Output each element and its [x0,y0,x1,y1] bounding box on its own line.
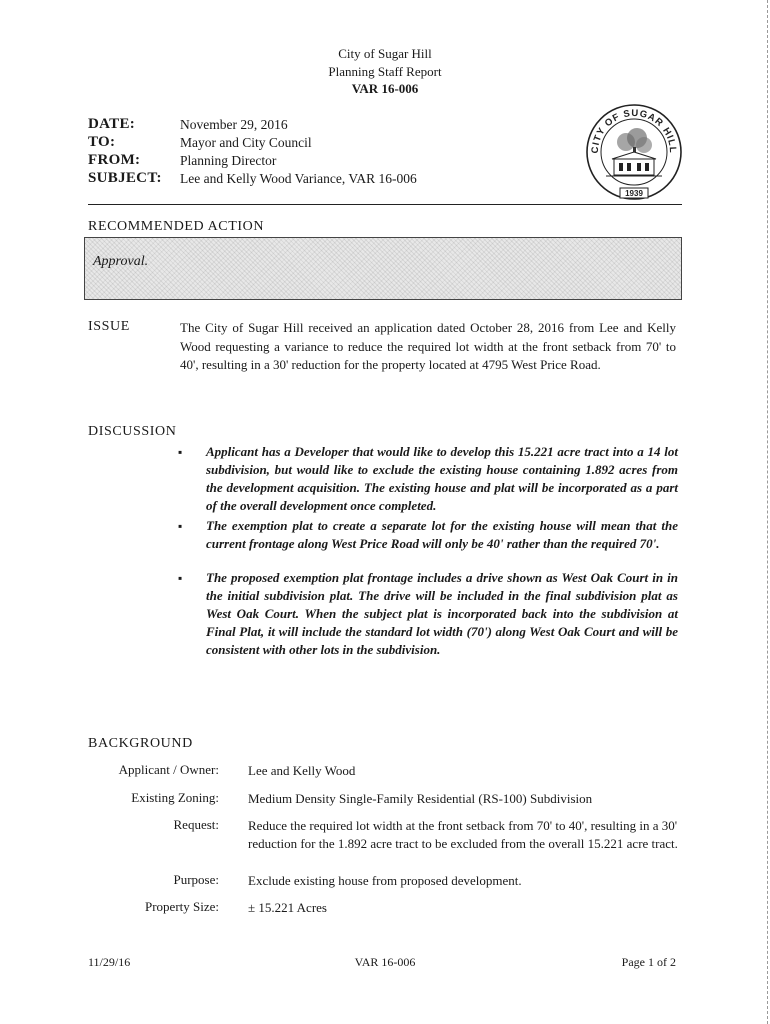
discussion-bullet: ▪ The exemption plat to create a separate lot for the existing house will mean that the current frontage along West Price Road will only be 40' rather than the required 70'. [178,517,678,553]
discussion-list [178,443,678,659]
footer-case: VAR 16-006 [354,955,416,969]
subject-label: SUBJECT: [88,170,162,186]
zoning-value: Medium Density Single-Family Residential (RS-100) Subdivision [248,791,593,806]
purpose-label: Purpose: [173,872,219,887]
recommended-action-box [84,237,682,300]
scan-edge [767,0,768,1024]
recommended-action-heading: RECOMMENDED ACTION [88,219,265,234]
case-number: VAR 16-006 [351,81,419,96]
from-label: FROM: [88,152,141,168]
to-value: Mayor and City Council [180,135,312,150]
property-size-value: ± 15.221 Acres [248,900,327,915]
to-label: TO: [88,134,116,150]
subject-value: Lee and Kelly Wood Variance, VAR 16-006 [180,171,417,186]
header-divider [88,204,682,205]
date-value: November 29, 2016 [180,117,288,132]
org-name: City of Sugar Hill [338,46,432,61]
purpose-value: Exclude existing house from proposed development. [248,873,522,888]
footer-page-number: Page 1 of 2 [621,955,676,969]
seal-text: CITY OF SUGAR HILL [589,107,679,154]
zoning-label: Existing Zoning: [131,790,219,805]
seal-year: 1939 [625,189,643,198]
applicant-value: Lee and Kelly Wood [248,763,356,778]
date-label: DATE: [88,116,136,132]
request-label: Request: [173,817,219,832]
issue-text: The City of Sugar Hill received an application dated October 28, 2016 from Lee and Kelly Wood requesting a variance to reduce the required lot width at the front setback from 70' to 40', resulting in a 30' reduction for the property located at 4795 West Price Road. [180,320,676,372]
request-value: Reduce the required lot width at the front setback from 70' to 40', resulting in a 30' reduction for the 1.892 acre tract to be excluded from the overall 15.221 acre tract. [248,818,678,851]
discussion-bullet: ▪ Applicant has a Developer that would like to develop this 15.221 acre tract into a 14 lot subdivision, but would like to exclude the existing house containing 1.892 acres from the development acquisition. The existing house and plat will be incorporated as a part of the overall development once completed. [178,443,678,515]
recommended-action-value: Approval. [93,254,149,269]
city-seal [584,102,684,202]
property-size-label: Property Size: [144,899,219,914]
applicant-label: Applicant / Owner: [118,762,219,777]
background-heading: BACKGROUND [88,736,193,751]
from-value: Planning Director [180,153,277,168]
discussion-heading: DISCUSSION [88,424,177,439]
discussion-bullet: ▪ The proposed exemption plat frontage includes a drive shown as West Oak Court in in the initial subdivision plat. The drive will be included in the final subdivision plat as West Oak Court. When the subject plat is incorporated back into the subdivision at Final Plat, it will include the standard lot width (70') along West Oak Court and will be consistent with other lots in the subdivision. [178,569,678,659]
footer-date: 11/29/16 [88,955,131,969]
issue-label: ISSUE [88,319,130,334]
report-type: Planning Staff Report [328,64,442,79]
